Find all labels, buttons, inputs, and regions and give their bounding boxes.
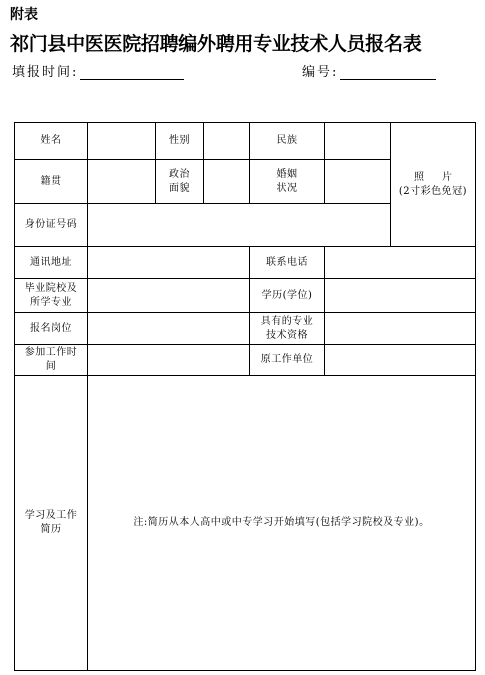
form-title: 祁门县中医医院招聘编外聘用专业技术人员报名表 xyxy=(10,33,422,55)
id-number-label: 身份证号码 xyxy=(15,204,88,247)
marital-status-value[interactable] xyxy=(325,160,391,204)
political-status-label-line2: 面貌 xyxy=(169,182,190,194)
school-label-line2: 所学专业 xyxy=(30,296,72,308)
fill-date-label: 填报时间: xyxy=(12,65,79,80)
attachment-label: 附表 xyxy=(10,7,38,23)
resume-label-line1: 学习及工作 xyxy=(24,510,78,521)
political-status-label-line1: 政治 xyxy=(169,168,190,180)
fill-date-blank[interactable] xyxy=(80,65,184,80)
resume-value[interactable] xyxy=(88,376,476,671)
position-value[interactable] xyxy=(88,313,250,345)
resume-label-line2: 简历 xyxy=(40,524,62,535)
id-number-value[interactable] xyxy=(88,204,391,247)
form-row-1 xyxy=(15,123,476,160)
work-start-value[interactable] xyxy=(88,345,250,376)
ethnicity-value[interactable] xyxy=(325,123,391,160)
marital-status-label-line2: 状况 xyxy=(276,182,298,194)
gender-value[interactable] xyxy=(204,123,250,160)
name-label: 姓名 xyxy=(15,123,88,160)
marital-status-label-line1: 婚姻 xyxy=(276,168,298,180)
photo-note: (2寸彩色免冠) xyxy=(398,185,468,197)
photo-label: 照片 xyxy=(414,171,470,183)
number-row xyxy=(302,61,436,80)
resume-note: 注:简历从本人高中或中专学习开始填写(包括学习院校及专业)。 xyxy=(133,517,430,528)
political-status-label xyxy=(156,160,204,204)
form-row-8 xyxy=(15,376,476,671)
qualification-label xyxy=(250,313,325,345)
work-start-label-line1: 参加工作时 xyxy=(24,347,78,358)
work-start-label-line2: 间 xyxy=(45,361,57,372)
former-employer-value[interactable] xyxy=(325,345,476,376)
work-start-label xyxy=(15,345,88,376)
position-label: 报名岗位 xyxy=(15,313,88,345)
form-row-7 xyxy=(15,345,476,376)
phone-label: 联系电话 xyxy=(250,247,325,279)
former-employer-label: 原工作单位 xyxy=(250,345,325,376)
degree-value[interactable] xyxy=(325,279,476,313)
school-label xyxy=(15,279,88,313)
number-blank[interactable] xyxy=(340,65,436,80)
political-status-value[interactable] xyxy=(204,160,250,204)
qualification-label-line2: 技术资格 xyxy=(266,329,308,341)
form-row-6 xyxy=(15,313,476,345)
phone-value[interactable] xyxy=(325,247,476,279)
qualification-value[interactable] xyxy=(325,313,476,345)
name-value[interactable] xyxy=(88,123,156,160)
number-label: 编号: xyxy=(302,65,339,80)
native-place-value[interactable] xyxy=(88,160,156,204)
address-value[interactable] xyxy=(88,247,250,279)
degree-label: 学历(学位) xyxy=(250,279,325,313)
fill-date-row xyxy=(12,61,184,80)
registration-form-table xyxy=(14,122,476,671)
ethnicity-label: 民族 xyxy=(250,123,325,160)
address-label: 通讯地址 xyxy=(15,247,88,279)
marital-status-label xyxy=(250,160,325,204)
photo-cell[interactable] xyxy=(391,123,476,247)
qualification-label-line1: 具有的专业 xyxy=(260,315,314,327)
school-value[interactable] xyxy=(88,279,250,313)
school-label-line1: 毕业院校及 xyxy=(24,282,78,294)
resume-label xyxy=(15,376,88,671)
form-row-5 xyxy=(15,279,476,313)
gender-label: 性别 xyxy=(156,123,204,160)
native-place-label: 籍贯 xyxy=(15,160,88,204)
form-row-4 xyxy=(15,247,476,279)
